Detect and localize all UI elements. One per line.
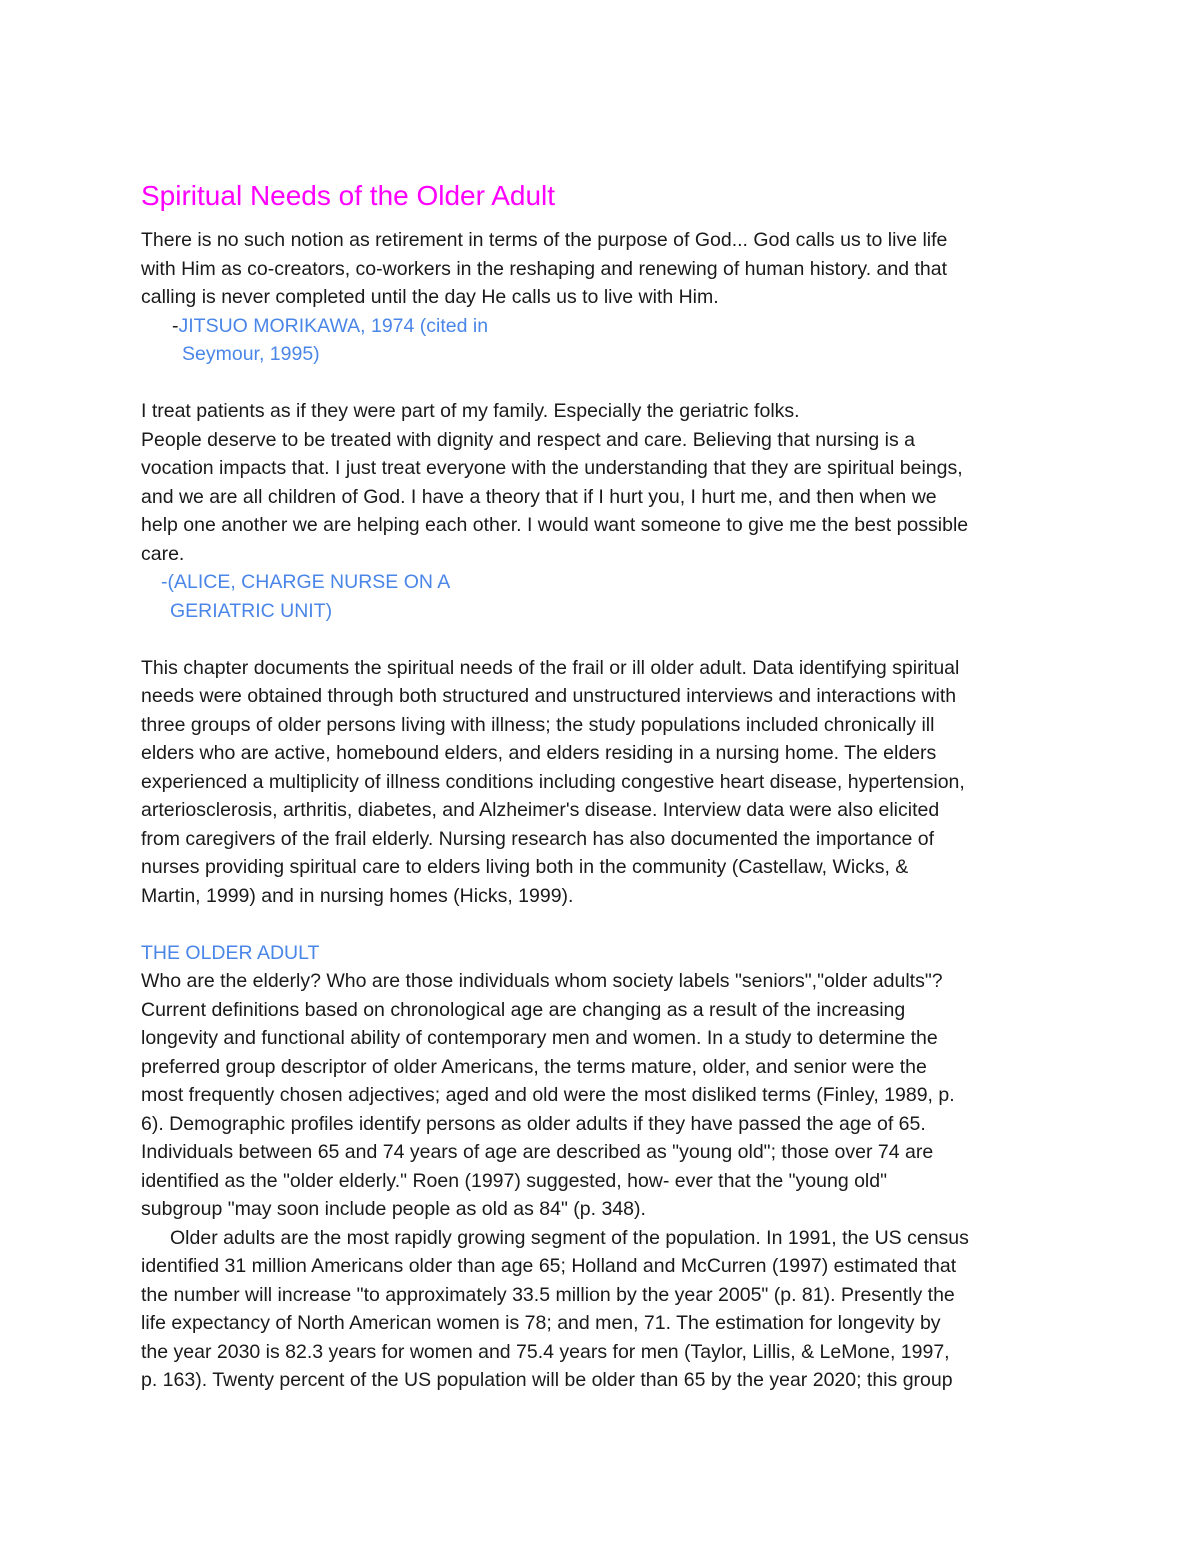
section-paragraph-1 — [141, 967, 1071, 1224]
epigraph-2 — [141, 397, 1071, 625]
paragraph-line: Who are the elderly? Who are those individuals whom society labels "seniors","older adults"? — [141, 970, 943, 992]
paragraph-line: Individuals between 65 and 74 years of age are described as "young old"; those over 74 are — [141, 1141, 934, 1163]
paragraph-line: nurses providing spiritual care to elders living both in the community (Castellaw, Wicks, & — [141, 856, 909, 878]
epigraph-1-line: There is no such notion as retirement in terms of the purpose of God... God calls us to live life — [141, 229, 948, 251]
paragraph-line: identified as the "older elderly." Roen (1997) suggested, how- ever that the "young old" — [141, 1169, 888, 1192]
intro-paragraph — [141, 654, 1071, 911]
paragraph-line: subgroup "may soon include people as old as 84" (p. 348). — [141, 1198, 646, 1220]
paragraph-line: most frequently chosen adjectives; aged and old were the most disliked terms (Finley, 1989, p. — [141, 1084, 955, 1106]
epigraph-1-attribution — [141, 312, 1071, 341]
paragraph-line: elders who are active, homebound elders, and elders residing in a nursing home. The elders — [141, 742, 937, 764]
paragraph-line: 6). Demographic profiles identify persons as older adults if they have passed the age of 65. — [141, 1112, 926, 1135]
document-title: Spiritual Needs of the Older Adult — [141, 180, 556, 211]
paragraph-line: Current definitions based on chronological age are changing as a result of the increasing — [141, 998, 906, 1021]
epigraph-1-line: with Him as co-creators, co-workers in the reshaping and renewing of human history. and that — [141, 257, 948, 280]
epigraph-2-line: vocation impacts that. I just treat everyone with the understanding that they are spiritual beings, — [141, 457, 963, 479]
paragraph-line: This chapter documents the spiritual needs of the frail or ill older adult. Data identifying spiritual — [141, 656, 960, 679]
paragraph-line: experienced a multiplicity of illness conditions including congestive heart disease, hypertension, — [141, 770, 965, 793]
attribution-dash: - — [172, 314, 179, 337]
document-body — [141, 176, 1071, 1395]
attribution-dash: - — [161, 571, 168, 593]
spacer — [141, 625, 1071, 654]
paragraph-line: longevity and functional ability of contemporary men and women. In a study to determine the — [141, 1027, 938, 1049]
paragraph-line: the number will increase "to approximately 33.5 million by the year 2005" (p. 81). Presently the — [141, 1283, 955, 1306]
epigraph-2-line: and we are all children of God. I have a theory that if I hurt you, I hurt me, and then when we — [141, 485, 937, 508]
paragraph-line: three groups of older persons living with illness; the study populations included chronically ill — [141, 713, 935, 736]
epigraph-2-attribution — [141, 568, 1071, 597]
paragraph-line: identified 31 million Americans older than age 65; Holland and McCurren (1997) estimated that — [141, 1255, 957, 1277]
epigraph-1-attribution-cont: Seymour, 1995) — [182, 343, 320, 365]
attribution-text: JITSUO MORIKAWA, 1974 (cited in — [178, 314, 489, 337]
paragraph-line: preferred group descriptor of older Americans, the terms mature, older, and senior were the — [141, 1055, 927, 1078]
paragraph-line: needs were obtained through both structured and unstructured interviews and interactions with — [141, 685, 957, 707]
epigraph-2-line: I treat patients as if they were part of my family. Especially the geriatric folks. — [141, 400, 800, 422]
paragraph-line: life expectancy of North American women is 78; and men, 71. The estimation for longevity by — [141, 1312, 941, 1334]
paragraph-line: the year 2030 is 82.3 years for women and 75.4 years for men (Taylor, Lillis, & LeMone, 1997, — [141, 1340, 950, 1363]
paragraph-line: Older adults are the most rapidly growing segment of the population. In 1991, the US census — [170, 1226, 969, 1249]
paragraph-line: arteriosclerosis, arthritis, diabetes, and Alzheimer's disease. Interview data were also elicited — [141, 799, 940, 821]
spacer — [141, 910, 1071, 939]
attribution-text: (ALICE, CHARGE NURSE ON A — [167, 571, 451, 593]
section-heading: THE OLDER ADULT — [141, 941, 320, 964]
paragraph-line: Martin, 1999) and in nursing homes (Hicks, 1999). — [141, 884, 574, 907]
epigraph-1-line: calling is never completed until the day He calls us to live with Him. — [141, 286, 719, 308]
paragraph-line: p. 163). Twenty percent of the US population will be older than 65 by the year 2020; this group — [141, 1369, 953, 1391]
epigraph-2-line: People deserve to be treated with dignity and respect and care. Believing that nursing is a — [141, 428, 915, 451]
epigraph-2-attribution-cont: GERIATRIC UNIT) — [170, 599, 333, 622]
section-paragraph-2 — [141, 1224, 1071, 1395]
paragraph-line: from caregivers of the frail elderly. Nursing research has also documented the importance of — [141, 827, 935, 850]
spacer — [141, 369, 1071, 398]
epigraph-1 — [141, 226, 1071, 369]
epigraph-2-line: help one another we are helping each other. I would want someone to give me the best possible — [141, 514, 969, 536]
epigraph-2-line: care. — [141, 542, 185, 565]
